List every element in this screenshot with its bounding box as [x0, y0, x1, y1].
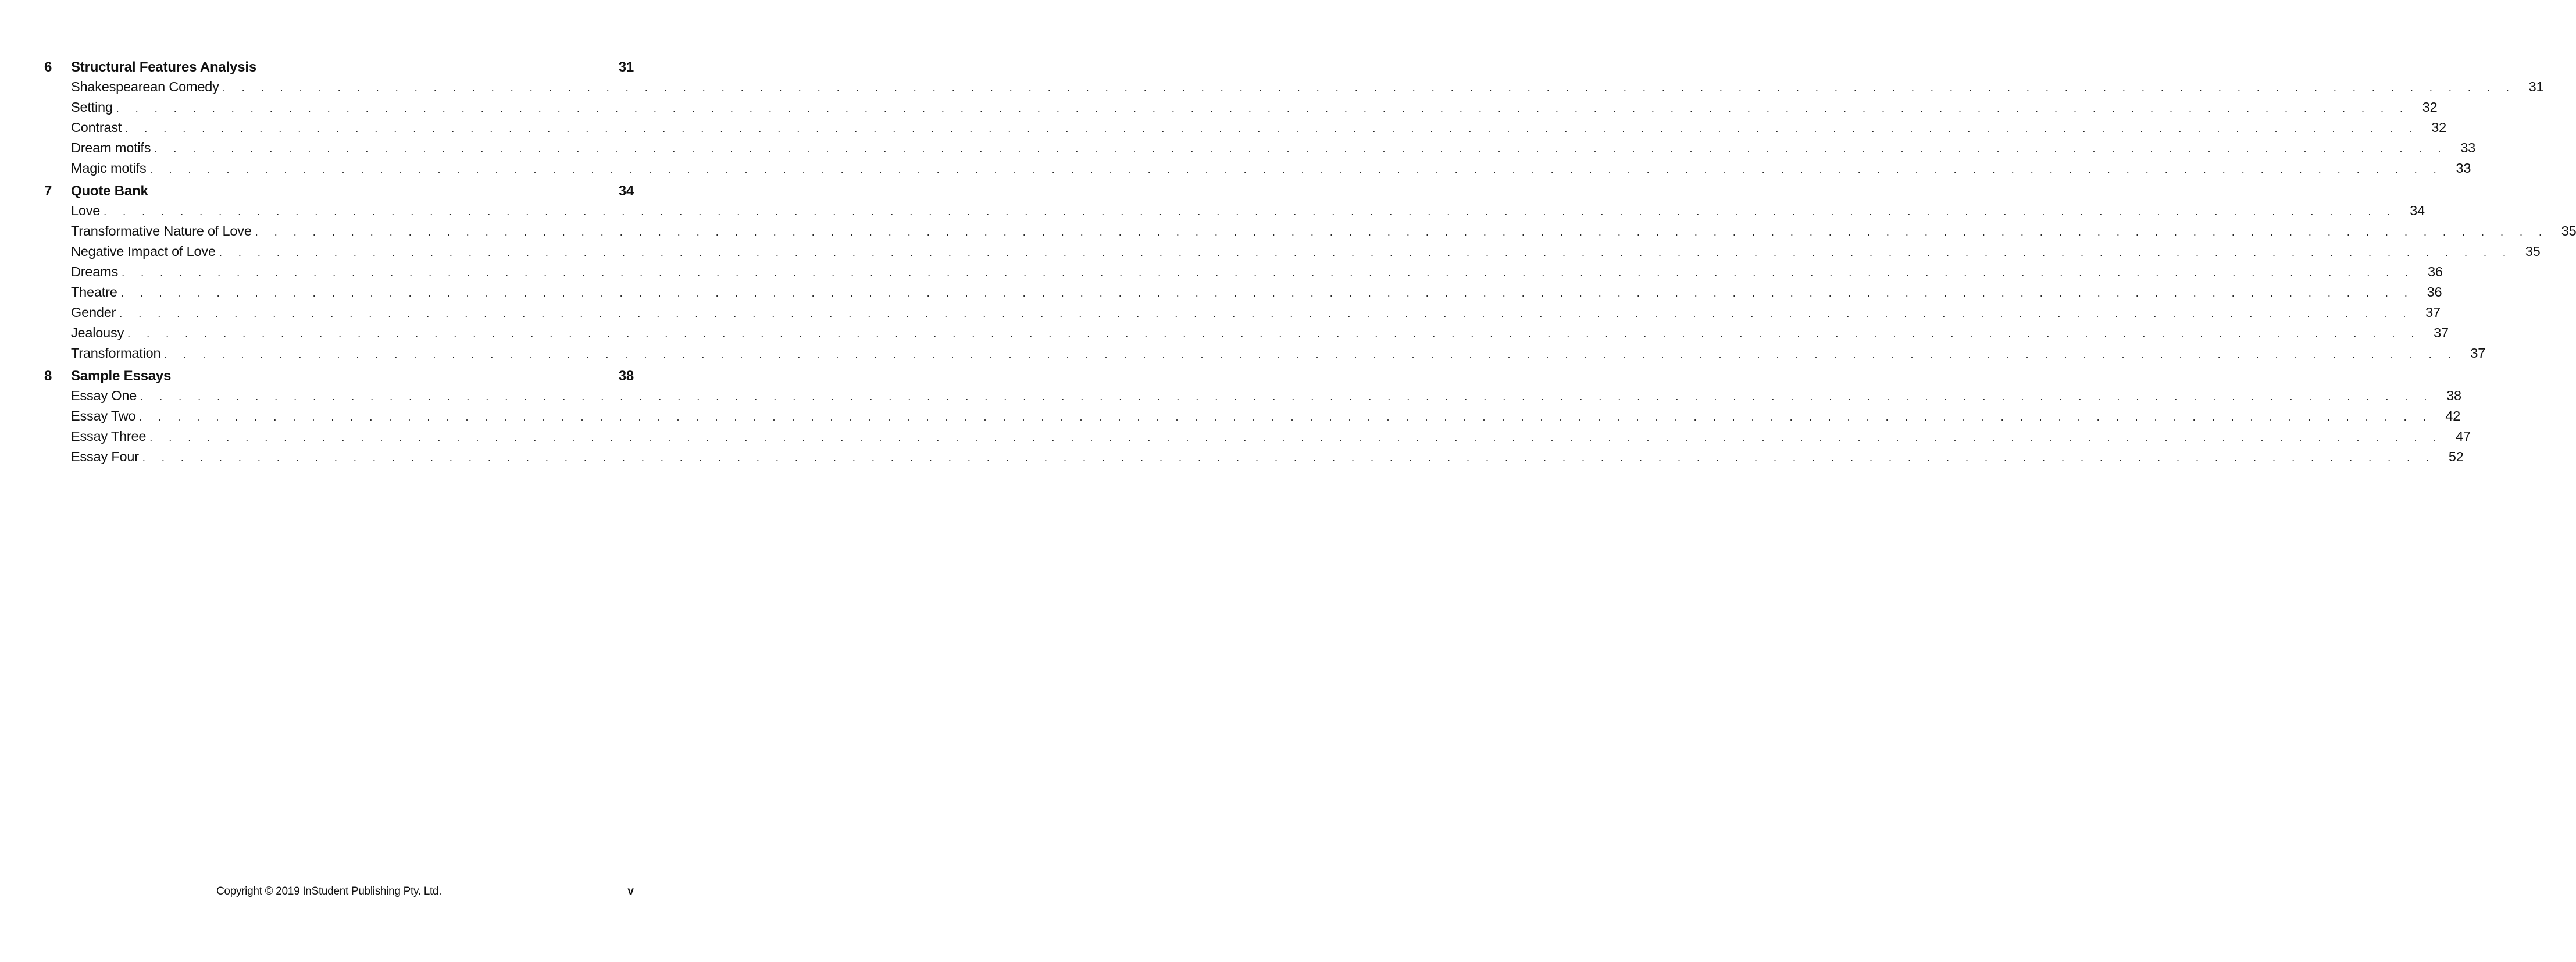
dot-leader: . . . . . . . . . . . . . . . . . . . . . . . . . . . . . . . . . . . . . . . . . . . . . . . . . . . . . . . . . . . . . . . . . . . . . . . . . . . . . . . . . . . . . . . . . . . . . . . . . . . . . . . . . . . . . . . . . . . . . . . .: [164, 348, 2458, 360]
chapter-number: 8: [44, 368, 52, 384]
entry-title: Negative Impact of Love: [71, 244, 216, 259]
entry-page-number: 36: [2427, 284, 2442, 300]
entry-page-number: 35: [2561, 223, 2576, 238]
toc-entry[interactable]: [44, 343, 2486, 364]
dot-leader: . . . . . . . . . . . . . . . . . . . . . . . . . . . . . . . . . . . . . . . . . . . . . . . . . . . . . . . . . . . . . . . . . . . . . . . . . . . . . . . . . . . . . . . . . . . . . . . . . . . . . . . . . . . . . . . . . . . . . . . .: [104, 206, 2397, 218]
chapter-number: 7: [44, 183, 52, 199]
toc-entry[interactable]: [44, 386, 2461, 406]
toc-entry[interactable]: [44, 282, 2442, 302]
toc-entry[interactable]: [44, 406, 2461, 426]
entry-page-number: 31: [2528, 79, 2544, 94]
chapter-heading[interactable]: [44, 367, 634, 386]
table-of-contents: [44, 58, 2576, 471]
dot-leader: . . . . . . . . . . . . . . . . . . . . . . . . . . . . . . . . . . . . . . . . . . . . . . . . . . . . . . . . . . . . . . . . . . . . . . . . . . . . . . . . . . . . . . . . . . . . . . . . . . . . . . . . . . . . . . . . . . . . . . . .: [142, 452, 2436, 464]
entry-page-number: 37: [2470, 345, 2486, 361]
toc-chapter: [44, 58, 2544, 179]
toc-entry[interactable]: [44, 241, 2541, 262]
toc-chapter: [44, 367, 2471, 467]
copyright-notice: Copyright © 2019 InStudent Publishing Pty. Ltd.: [216, 885, 442, 897]
dot-leader: . . . . . . . . . . . . . . . . . . . . . . . . . . . . . . . . . . . . . . . . . . . . . . . . . . . . . . . . . . . . . . . . . . . . . . . . . . . . . . . . . . . . . . . . . . . . . . . . . . . . . . . . . . . . . . . . . . . . . . . .: [122, 267, 2415, 279]
page-footer: [0, 883, 678, 900]
chapter-page-number: 38: [618, 368, 634, 384]
toc-entry[interactable]: [44, 77, 2544, 97]
dot-leader: . . . . . . . . . . . . . . . . . . . . . . . . . . . . . . . . . . . . . . . . . . . . . . . . . . . . . . . . . . . . . . . . . . . . . . . . . . . . . . . . . . . . . . . . . . . . . . . . . . . . . . . . . . . . . . . . . . . . . . . .: [154, 143, 2448, 155]
entry-title: Gender: [71, 305, 116, 320]
toc-entry[interactable]: [44, 262, 2443, 282]
entry-page-number: 42: [2445, 408, 2461, 423]
entry-page-number: 35: [2525, 244, 2541, 259]
entry-title: Essay Four: [71, 449, 139, 464]
dot-leader: . . . . . . . . . . . . . . . . . . . . . . . . . . . . . . . . . . . . . . . . . . . . . . . . . . . . . . . . . . . . . . . . . . . . . . . . . . . . . . . . . . . . . . . . . . . . . . . . . . . . . . . . . . . . . . . . . . . . . . . .: [140, 391, 2434, 402]
toc-entry[interactable]: [44, 158, 2471, 179]
chapter-title: Sample Essays: [71, 368, 172, 384]
toc-entry[interactable]: [44, 447, 2464, 467]
toc-entry[interactable]: [44, 221, 2576, 241]
entry-page-number: 47: [2456, 429, 2471, 444]
entry-title: Transformative Nature of Love: [71, 223, 252, 238]
entry-page-number: 33: [2456, 161, 2471, 176]
chapter-heading[interactable]: [44, 58, 634, 77]
entry-title: Magic motifs: [71, 161, 147, 176]
entry-page-number: 32: [2422, 99, 2438, 115]
dot-leader: . . . . . . . . . . . . . . . . . . . . . . . . . . . . . . . . . . . . . . . . . . . . . . . . . . . . . . . . . . . . . . . . . . . . . . . . . . . . . . . . . . . . . . . . . . . . . . . . . . . . . . . . . . . . . . . . . . . . . . . .: [222, 82, 2516, 94]
toc-entry[interactable]: [44, 323, 2449, 343]
entry-page-number: 34: [2410, 203, 2425, 218]
chapter-title: Structural Features Analysis: [71, 59, 256, 75]
toc-entry[interactable]: [44, 201, 2425, 221]
entry-page-number: 32: [2431, 120, 2446, 135]
dot-leader: . . . . . . . . . . . . . . . . . . . . . . . . . . . . . . . . . . . . . . . . . . . . . . . . . . . . . . . . . . . . . . . . . . . . . . . . . . . . . . . . . . . . . . . . . . . . . . . . . . . . . . . . . . . . . . . . . . . . . . . .: [119, 308, 2413, 319]
entry-title: Theatre: [71, 284, 117, 300]
entry-title: Love: [71, 203, 101, 218]
entry-page-number: 52: [2448, 449, 2464, 464]
dot-leader: . . . . . . . . . . . . . . . . . . . . . . . . . . . . . . . . . . . . . . . . . . . . . . . . . . . . . . . . . . . . . . . . . . . . . . . . . . . . . . . . . . . . . . . . . . . . . . . . . . . . . . . . . . . . . . . . . . . . . . . .: [125, 123, 2418, 134]
entry-title: Contrast: [71, 120, 122, 135]
entry-title: Dreams: [71, 264, 119, 279]
toc-chapter: [44, 182, 2576, 364]
entry-title: Essay Two: [71, 408, 136, 423]
dot-leader: . . . . . . . . . . . . . . . . . . . . . . . . . . . . . . . . . . . . . . . . . . . . . . . . . . . . . . . . . . . . . . . . . . . . . . . . . . . . . . . . . . . . . . . . . . . . . . . . . . . . . . . . . . . . . . . . . . . . . . . .: [149, 163, 2443, 175]
chapter-title: Quote Bank: [71, 183, 148, 199]
toc-entry[interactable]: [44, 302, 2441, 323]
entry-page-number: 37: [2434, 325, 2449, 340]
entry-title: Essay Three: [71, 429, 147, 444]
entry-page-number: 36: [2428, 264, 2443, 279]
entry-page-number: 37: [2425, 305, 2441, 320]
entry-page-number: 38: [2446, 388, 2461, 403]
entry-page-number: 33: [2460, 140, 2476, 155]
dot-leader: . . . . . . . . . . . . . . . . . . . . . . . . . . . . . . . . . . . . . . . . . . . . . . . . . . . . . . . . . . . . . . . . . . . . . . . . . . . . . . . . . . . . . . . . . . . . . . . . . . . . . . . . . . . . . . . . . . . . . . . .: [139, 411, 2433, 423]
dot-leader: . . . . . . . . . . . . . . . . . . . . . . . . . . . . . . . . . . . . . . . . . . . . . . . . . . . . . . . . . . . . . . . . . . . . . . . . . . . . . . . . . . . . . . . . . . . . . . . . . . . . . . . . . . . . . . . . . . . . . . . .: [219, 247, 2513, 258]
chapter-page-number: 31: [618, 59, 634, 75]
chapter-number: 6: [44, 59, 52, 75]
dot-leader: . . . . . . . . . . . . . . . . . . . . . . . . . . . . . . . . . . . . . . . . . . . . . . . . . . . . . . . . . . . . . . . . . . . . . . . . . . . . . . . . . . . . . . . . . . . . . . . . . . . . . . . . . . . . . . . . . . . . . . . .: [255, 226, 2549, 238]
entry-title: Shakespearean Comedy: [71, 79, 219, 94]
page-number: v: [627, 885, 634, 897]
dot-leader: . . . . . . . . . . . . . . . . . . . . . . . . . . . . . . . . . . . . . . . . . . . . . . . . . . . . . . . . . . . . . . . . . . . . . . . . . . . . . . . . . . . . . . . . . . . . . . . . . . . . . . . . . . . . . . . . . . . . . . . .: [127, 328, 2421, 340]
dot-leader: . . . . . . . . . . . . . . . . . . . . . . . . . . . . . . . . . . . . . . . . . . . . . . . . . . . . . . . . . . . . . . . . . . . . . . . . . . . . . . . . . . . . . . . . . . . . . . . . . . . . . . . . . . . . . . . . . . . . . . . .: [149, 432, 2443, 443]
toc-entry[interactable]: [44, 117, 2446, 138]
entry-title: Transformation: [71, 345, 161, 361]
dot-leader: . . . . . . . . . . . . . . . . . . . . . . . . . . . . . . . . . . . . . . . . . . . . . . . . . . . . . . . . . . . . . . . . . . . . . . . . . . . . . . . . . . . . . . . . . . . . . . . . . . . . . . . . . . . . . . . . . . . . . . . .: [116, 102, 2410, 114]
toc-entry[interactable]: [44, 426, 2471, 447]
chapter-heading[interactable]: [44, 182, 634, 201]
dot-leader: . . . . . . . . . . . . . . . . . . . . . . . . . . . . . . . . . . . . . . . . . . . . . . . . . . . . . . . . . . . . . . . . . . . . . . . . . . . . . . . . . . . . . . . . . . . . . . . . . . . . . . . . . . . . . . . . . . . . . . . .: [120, 287, 2414, 299]
toc-entry[interactable]: [44, 97, 2438, 117]
entry-title: Essay One: [71, 388, 137, 403]
entry-title: Setting: [71, 99, 113, 115]
entry-title: Dream motifs: [71, 140, 151, 155]
chapter-page-number: 34: [618, 183, 634, 199]
toc-entry[interactable]: [44, 138, 2476, 158]
entry-title: Jealousy: [71, 325, 124, 340]
